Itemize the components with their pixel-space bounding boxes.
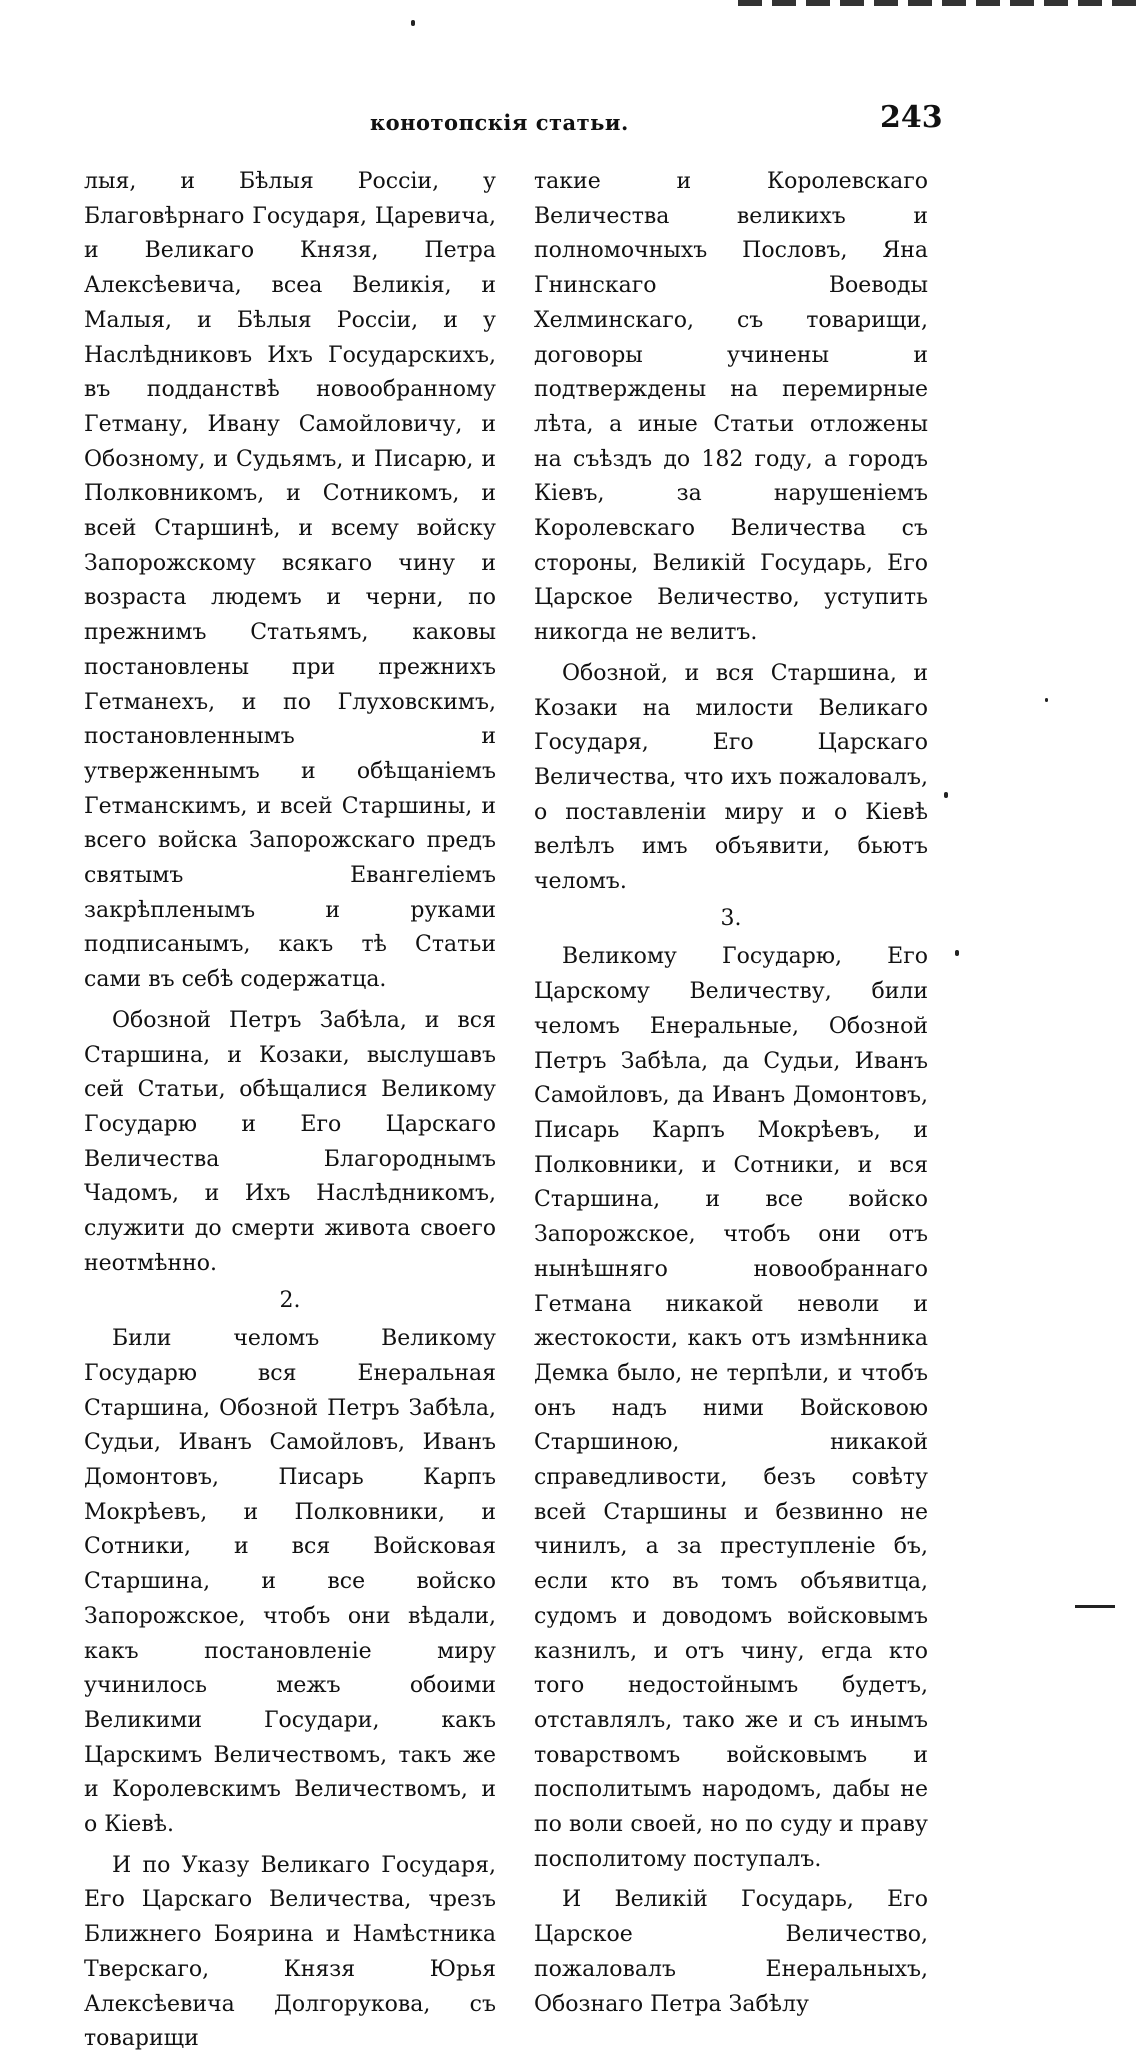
- page-number: 243: [880, 100, 943, 135]
- paragraph: И Великій Государь, Его Царское Величество, пожаловалъ Енеральныхъ, Обознаго Петра Забѣлу: [534, 1887, 928, 2017]
- top-edge-rule: [738, 0, 1140, 6]
- left-column: [84, 165, 496, 2057]
- section-number: 3.: [720, 905, 742, 931]
- paragraph: Обозной, и вся Старшина, и Козаки на милости Великаго Государя, Его Царскаго Величества, что ихъ пожаловалъ, о поставленіи миру и о Кіевѣ велѣлъ имъ объявити, бьютъ челомъ.: [534, 660, 928, 895]
- right-column: [534, 165, 928, 2022]
- margin-dash: [1075, 1605, 1115, 1608]
- section-number: 2.: [279, 1287, 301, 1313]
- paragraph: Били челомъ Великому Государю вся Енеральная Старшина, Обозной Петръ Забѣла, Судьи, Иванъ Самойловъ, Иванъ Домонтовъ, Писарь Карпъ Мокрѣевъ, и Полковники, и Сотники, и вся Войсковая Старшина, и все войско Запорожское, чтобъ они вѣдали, какъ постановленіе миру учинилось межъ обоими Великими Государи, какъ Царскимъ Величествомъ, такъ же и Королевскимъ Величествомъ, и о Кіевѣ.: [84, 1326, 496, 1838]
- paragraph: Обозной Петръ Забѣла, и вся Старшина, и Козаки, выслушавъ сей Статьи, обѣщалися Великому Государю и Его Царскаго Величества Благороднымъ Чадомъ, и Ихъ Наслѣдникомъ, служити до смерти живота своего неотмѣнно.: [84, 1007, 496, 1276]
- paragraph: лыя, и Бѣлыя Россіи, у Благовѣрнаго Государя, Царевича, и Великаго Князя, Петра Алексѣевича, всеа Великія, и Малыя, и Бѣлыя Россіи, и у Наслѣдниковъ Ихъ Государскихъ, въ подданствѣ новообранному Гетману, Ивану Самойловичу, и Обозному, и Судьямъ, и Писарю, и Полковникомъ, и Сотникомъ, и всей Старшинѣ, и всему войску Запорожскому всякаго чину и возраста людемъ и черни, по прежнимъ Статьямъ, каковы постановлены при прежнихъ Гетманехъ, и по Глуховскимъ, постановленнымъ и утверженнымъ и обѣщаніемъ Гетманскимъ, и всей Старшины, и всего войска Запорожскаго предъ святымъ Евангеліемъ закрѣпленымъ и руками подписанымъ, какъ тѣ Статьи сами въ себѣ содержатца.: [84, 169, 496, 993]
- ink-speck: [944, 792, 948, 798]
- paragraph: такие и Королевскаго Величества великихъ и полномочныхъ Пословъ, Яна Гнинскаго Воеводы Хелминскаго, съ товарищи, договоры учинены и подтверждены на перемирные лѣта, а иные Статьи отложены на съѣздъ до 182 году, а городъ Кіевъ, за нарушеніемъ Королевскаго Величества съ стороны, Великій Государь, Его Царское Величество, уступить никогда не велитъ.: [534, 169, 928, 646]
- ink-speck: [411, 20, 415, 26]
- running-head: конотопскія статьи.: [370, 110, 629, 135]
- paragraph: Великому Государю, Его Царскому Величеству, били челомъ Енеральные, Обозной Петръ Забѣла, да Судьи, Иванъ Самойловъ, да Иванъ Домонтовъ, Писарь Карпъ Мокрѣевъ, и Полковники, и Сотники, и вся Старшина, и все войско Запорожское, чтобъ они отъ нынѣшняго новообраннаго Гетмана никакой неволи и жестокости, какъ отъ измѣнника Демка было, не терпѣли, и чтобъ онъ надъ ними Войсковою Старшиною, никакой справедливости, безъ совѣту всей Старшины и безвинно не чинилъ, а за преступленіе бъ, если кто въ томъ объявитца, судомъ и доводомъ войсковымъ казнилъ, и отъ чину, егда кто того недостойнымъ будетъ, отставлялъ, тако же и съ инымъ товарствомъ войсковымъ и посполитымъ народомъ, дабы не по воли своей, но по суду и праву посполитому поступалъ.: [534, 944, 928, 1872]
- ink-speck: [955, 950, 959, 956]
- ink-speck: [1045, 698, 1048, 702]
- paragraph: И по Указу Великаго Государя, Его Царскаго Величества, чрезъ Ближнего Боярина и Намѣстника Тверскаго, Князя Юрья Алексѣевича Долгорукова, съ товарищи: [84, 1852, 496, 2052]
